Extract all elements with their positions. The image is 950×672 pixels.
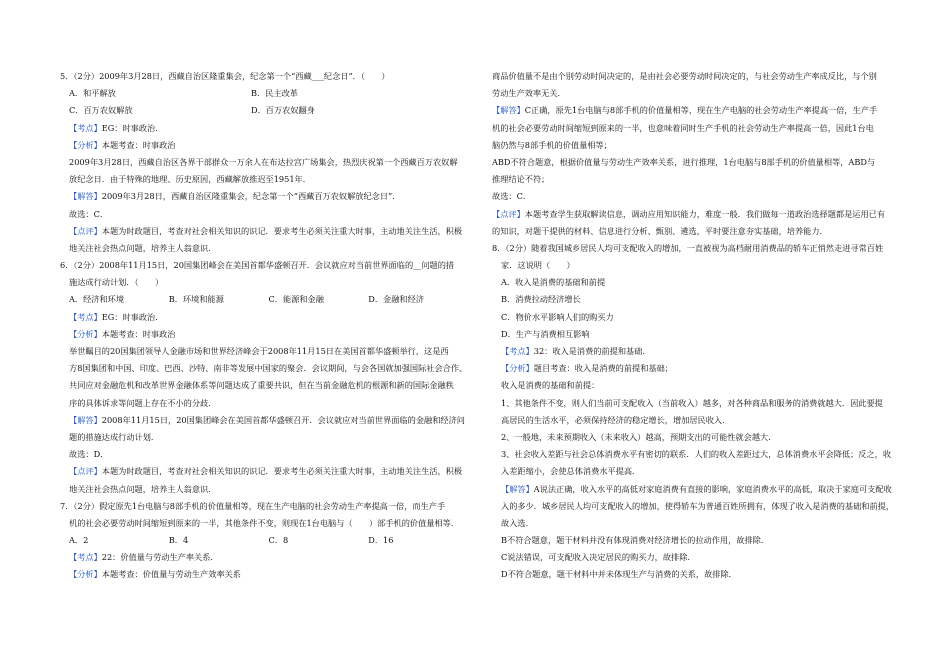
q7-jieda-line4: ABD不符合题意，根据价值量与劳动生产效率关系，进行推理，1台电脑与8部手机的价值量相等，ABD与 [492, 156, 876, 167]
q5-stem: 5．（2分）2009年3月28日，西藏自治区隆重集会，纪念第一个“西藏___纪念日”．（ ） [60, 71, 390, 81]
q8-jieda-line3: 故入选． [501, 517, 534, 528]
kaodian-tag: 【考点】 [69, 552, 102, 563]
q5-fenxi-line1: 2009年3月28日，西藏自治区各界干部群众一万余人在布达拉宫广场集会，热烈庆祝第一个西藏百万农奴解 [69, 156, 458, 167]
jieda-text: A说法正确，收入水平的高低对家庭消费有直接的影响，家庭消费水平的高低，取决于家庭可支配收 [533, 483, 892, 494]
q7-option-a: A．2 [69, 535, 89, 546]
q8-fenxi-line3: 高居民的生活水平，必须保持经济的稳定增长，增加居民收入． [501, 414, 731, 425]
q6-option-b: B．环境和能源 [168, 294, 224, 305]
q7-kaodian [60, 551, 468, 564]
jieda-tag: 【解答】 [69, 191, 102, 202]
q5-option-a: A．和平解放 [69, 88, 116, 99]
fenxi-tag: 【分析】 [69, 139, 102, 150]
kaodian-text: EG：时事政治． [101, 122, 164, 133]
q8-jieda-line2: 入的多少．城乡居民人均可支配收入的增加，使得轿车为普通百姓所拥有，体现了收入是消费的基础和前提， [501, 500, 895, 511]
q7-jieda-line2: 机的社会必要劳动时间缩短到原来的一半，也意味着同时生产手机的社会劳动生产率提高一倍，因此1台电 [492, 122, 874, 133]
kaodian-text: 22：价值量与劳动生产率关系． [101, 552, 219, 563]
jieda-text: 2008年11月15日，20国集团峰会在美国首都华盛顿召开．会议就应对当前世界面临的金融和经济问 [101, 414, 465, 425]
q7-choice: 故选：C． [492, 191, 532, 202]
q8-fenxi [492, 362, 904, 375]
q8-option-d: D．生产与消费相互影响 [501, 328, 590, 339]
q6-fenxi [60, 328, 468, 341]
q6-stem-line2: 施达成行动计划．（ ） [69, 277, 164, 288]
q6-fenxi-line3: 共同应对金融危机和改革世界金融体系等问题达成了重要共识，但在当前金融危机的根源和新的国际金融秩 [69, 380, 454, 391]
q6-kaodian [60, 311, 468, 324]
q6-stem-line1: 6．（2分）2008年11月15日，20国集团峰会在美国首都华盛顿召开．会议就应对当前世界面临的__问题的措 [60, 260, 455, 271]
dianping-tag: 【点评】 [492, 208, 525, 219]
dianping-text: 本题为时政题目，考查对社会相关知识的识记．要求考生必须关注重大时事，主动地关注生活，积极 [101, 225, 463, 236]
left-column [60, 70, 468, 586]
q6-fenxi-line2: 方8国集团和中国、印度、巴西、沙特、南非等发展中国家的聚会．会议期间，与会各国就加强国际社会合作、 [69, 363, 468, 374]
q7-option-b: B．4 [168, 535, 189, 546]
q7-jieda-line5: 推理结论不符； [492, 174, 550, 185]
dianping-text: 本题为时政题目，考查对社会相关知识的识记．要求考生必须关注重大时事，主动地关注生活，积极 [101, 466, 463, 477]
q7-dianping [492, 208, 904, 221]
q7-stem-line1: 7．（2分）假定原先1台电脑与8部手机的价值量相等，现在生产电脑的社会劳动生产率提高一倍，而生产手 [60, 500, 446, 511]
q5-option-b: B．民主改革 [251, 88, 298, 99]
q5-fenxi-line2: 放纪念日．由于特殊的地理、历史原因，西藏解放推迟至1951年． [69, 174, 311, 185]
q8-option-b: B．消费拉动经济增长 [501, 294, 581, 305]
q8-fenxi-line2: 1、其他条件不变，则人们当前可支配收入（当前收入）越多，对各种商品和服务的消费就越大．因此要提 [501, 397, 883, 408]
kaodian-text: 32：收入是消费的前提和基础． [533, 346, 651, 356]
q6-dianping [60, 465, 468, 478]
q8-fenxi-line4: 2、一般地，未来预期收入（未来收入）越高，预期支出的可能性就会越大． [501, 431, 777, 442]
fenxi-text: 本题考查：时事政治 [101, 328, 176, 339]
q6-option-a: A．经济和环境 [69, 294, 125, 305]
dianping-tag: 【点评】 [69, 466, 102, 477]
q5-choice: 故选：C． [69, 208, 109, 219]
fenxi-text: 本题考查：时事政治 [101, 139, 176, 150]
q5-option-d: D．百万农奴翻身 [251, 105, 315, 116]
q7-option-d: D．16 [368, 535, 394, 546]
q6-dianping-line2: 地关注社会热点问题，培养主人翁意识． [69, 483, 217, 494]
q6-option-c: C．能源和金融 [268, 294, 324, 305]
q5-dianping [60, 225, 468, 238]
q8-fenxi-line5: 3、社会收入差距与社会总体消费水平有密切的联系．人们的收入差距过大，总体消费水平会降低；反之，收 [501, 449, 892, 460]
q5-jieda [60, 190, 468, 203]
q5-kaodian [60, 122, 468, 135]
q8-stem-line2: 家．这说明（ ） [501, 260, 575, 271]
q8-fenxi-line1: 收入是消费的基础和前提： [501, 380, 600, 391]
q7-fenxi [60, 568, 468, 581]
jieda-tag: 【解答】 [492, 105, 525, 116]
dianping-tag: 【点评】 [69, 225, 102, 236]
q5-options-row2 [60, 104, 468, 117]
right-column [492, 70, 904, 586]
q7-dianping-line2: 的知识，对题干提供的材料、信息进行分析、甄别、遴选，平时要注意夯实基础，培养能力． [492, 225, 828, 236]
fenxi-text: 本题考查：价值量与劳动生产效率关系 [101, 569, 241, 580]
fenxi-text: 题目考查：收入是消费的前提和基础； [533, 363, 673, 374]
fenxi-tag: 【分析】 [69, 569, 102, 580]
q8-stem-line1: 8．（2分）随着我国城乡居民人均可支配收入的增加，一直被视为高档耐用消费品的轿车正悄然走进寻常百姓 [492, 242, 884, 253]
q5-fenxi [60, 139, 468, 152]
q5-options-row1 [60, 87, 468, 100]
q6-jieda [60, 414, 468, 427]
q8-option-c: C．物价水平影响人们的购买力 [501, 311, 614, 322]
q8-analysis-c: C说法错误，可支配收入决定居民的购买力，故排除． [501, 552, 696, 563]
q7-fenxi-line1: 商品价值量不是由个别劳动时间决定的，是由社会必要劳动时间决定的，与社会劳动生产率成反比，与个别 [492, 71, 877, 81]
jieda-text: 2009年3月28日，西藏自治区隆重集会，纪念第一个“西藏百万农奴解放纪念日”． [101, 191, 401, 202]
q8-option-a: A．收入是消费的基础和前提 [501, 277, 606, 288]
kaodian-text: EG：时事政治． [101, 311, 164, 322]
q6-choice: 故选：D． [69, 449, 109, 460]
q8-fenxi-line6: 入差距缩小，会使总体消费水平提高． [501, 466, 641, 477]
jieda-tag: 【解答】 [501, 483, 534, 494]
fenxi-tag: 【分析】 [501, 363, 534, 374]
q7-fenxi-line2: 劳动生产效率无关． [492, 88, 566, 99]
fenxi-tag: 【分析】 [69, 328, 102, 339]
q7-stem-line2: 机的社会必要劳动时间缩短到原来的一半，其他条件不变，则现在1台电脑与（ ）部手机的价值量相等． [69, 517, 460, 528]
kaodian-tag: 【考点】 [69, 122, 102, 133]
q7-options [60, 534, 468, 547]
q7-jieda-line3: 脑仍然与8部手机的价值量相等； [492, 139, 612, 150]
q5-option-c: C．百万农奴解放 [69, 105, 133, 116]
q6-option-d: D．金融和经济 [368, 294, 424, 305]
q5-dianping-line2: 地关注社会热点问题，培养主人翁意识． [69, 242, 217, 253]
q8-jieda [492, 483, 904, 496]
q8-analysis-d: D不符合题意，题干材料中并未体现生产与消费的关系，故排除． [501, 569, 737, 580]
jieda-tag: 【解答】 [69, 414, 102, 425]
dianping-text: 本题考查学生获取解读信息，调动应用知识能力，难度一般．我们做每一道政治选择题都是运用已有 [524, 208, 886, 219]
q6-options [60, 293, 468, 306]
q8-kaodian [492, 345, 904, 358]
kaodian-tag: 【考点】 [501, 346, 534, 356]
q7-jieda [492, 104, 904, 117]
q6-jieda-line2: 题的措施达成行动计划． [69, 431, 160, 442]
q6-fenxi-line1: 举世瞩目的20国集团领导人金融市场和世界经济峰会于2008年11月15日在美国首都华盛顿举行，这是西 [69, 346, 449, 356]
q6-fenxi-line4: 序的具体诉求等问题上存在不小的分歧． [69, 397, 217, 408]
q8-analysis-b: B不符合题意，题干材料并没有体现消费对经济增长的拉动作用，故排除． [501, 535, 770, 546]
q7-option-c: C．8 [268, 535, 289, 546]
jieda-text: C正确，原先1台电脑与8部手机的价值量相等，现在生产电脑的社会劳动生产率提高一倍，生产手 [524, 105, 878, 116]
kaodian-tag: 【考点】 [69, 311, 102, 322]
